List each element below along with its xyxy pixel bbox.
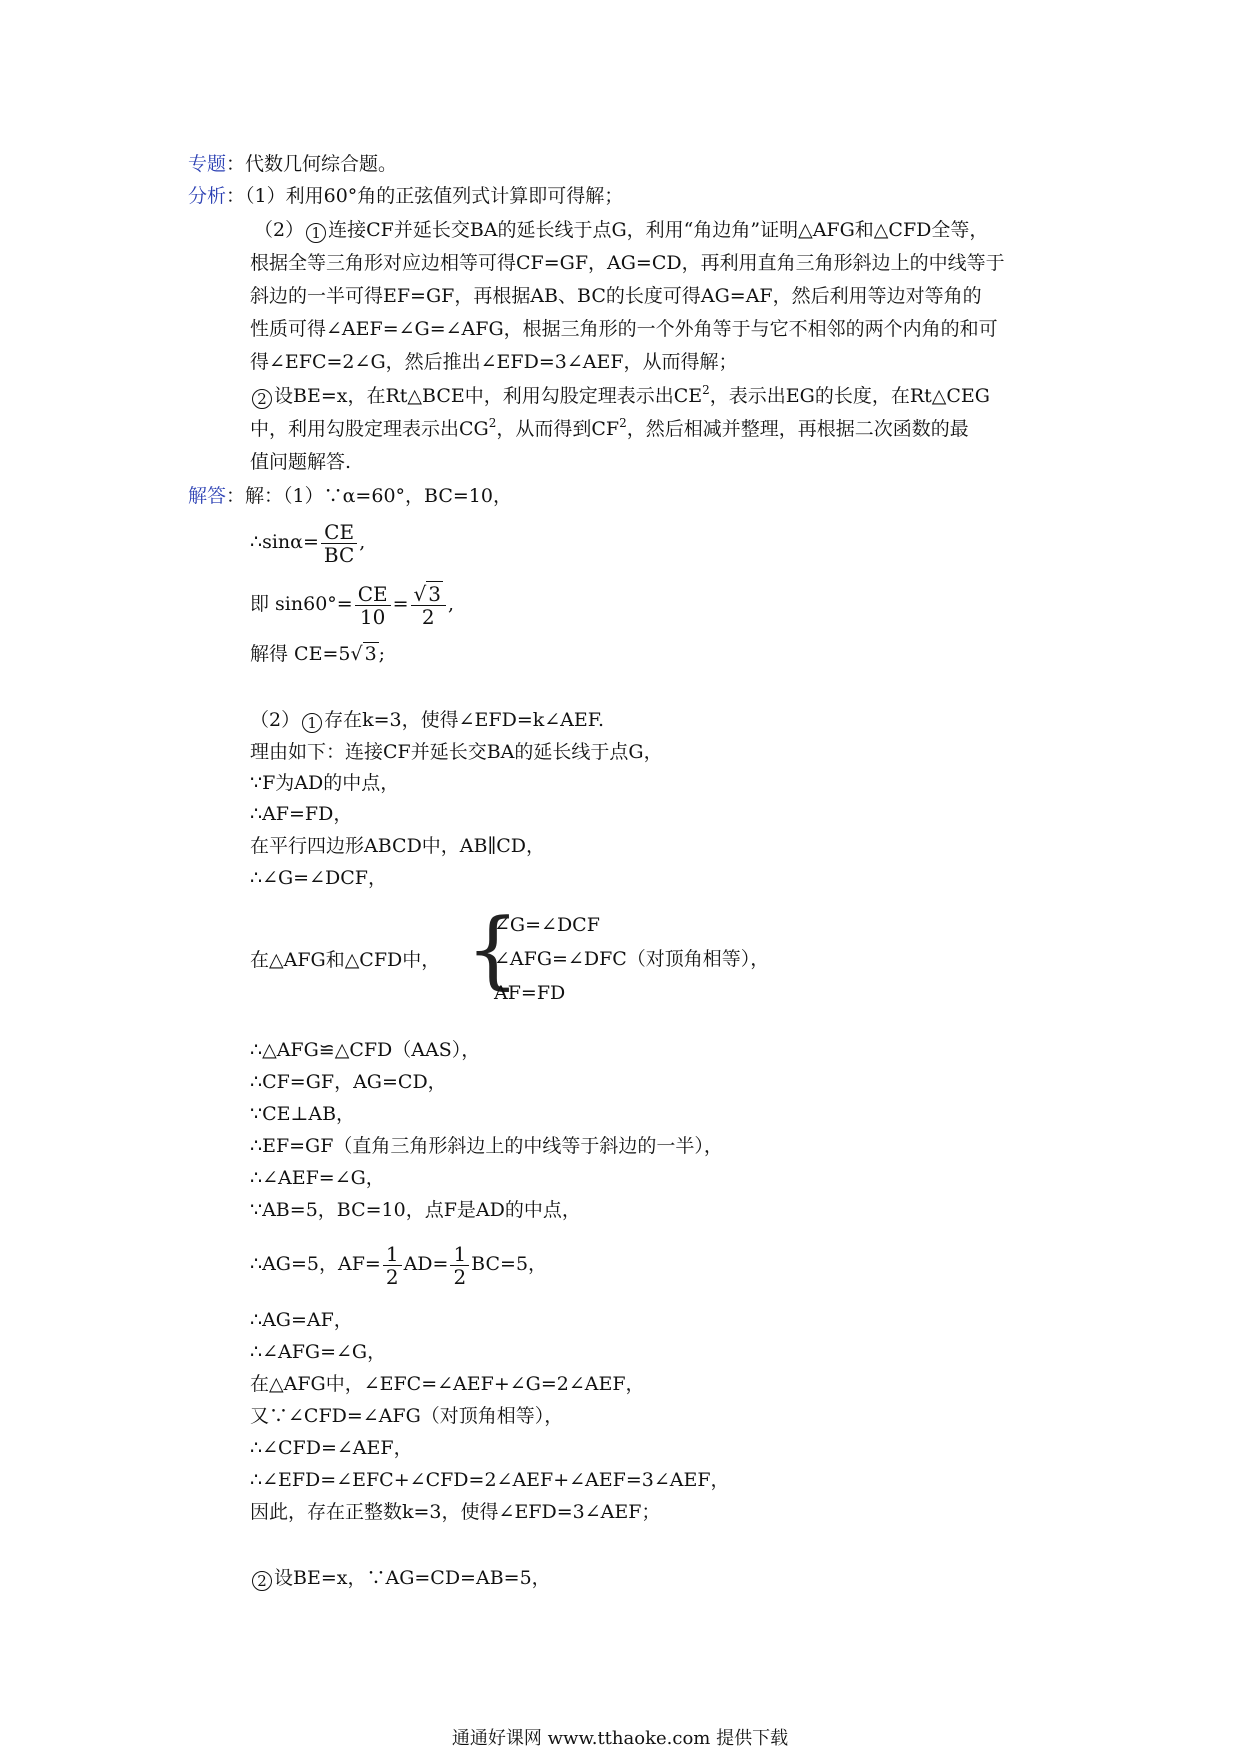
system-prefix: 在△AFG和△CFD中， bbox=[250, 949, 441, 971]
analysis-p3-text-2a: 中，利用勾股定理表示出CG bbox=[250, 418, 489, 440]
solution-p2-line-13: ∵AB=5，BC=10，点F是AD的中点， bbox=[250, 1199, 581, 1221]
analysis-p2-prefix: （2） bbox=[254, 219, 305, 241]
solution-p3-text-1: 设BE=x，∵AG=CD=AB=5， bbox=[274, 1567, 551, 1589]
sqrt-symbol: √ 3 bbox=[350, 643, 377, 665]
analysis-p2-line-2: 根据全等三角形对应边相等可得CF=GF，AG=CD，再利用直角三角形斜边上的中线等于 bbox=[250, 252, 1005, 274]
ce-suffix: ; bbox=[378, 643, 386, 665]
solution-p2-line-9: ∴CF=GF，AG=CD， bbox=[250, 1071, 447, 1093]
analysis-label: 分析 bbox=[188, 185, 227, 207]
solution-p2-line-5: 在平行四边形ABCD中，AB∥CD， bbox=[250, 835, 546, 857]
ad-text: AD= bbox=[403, 1253, 449, 1275]
fraction-numerator bbox=[411, 583, 446, 606]
fraction-denominator: 2 bbox=[421, 604, 435, 629]
left-brace: { bbox=[466, 900, 520, 998]
system-eq-3: AF=FD bbox=[494, 982, 566, 1004]
solution-p2-line-20: ∴∠EFD=∠EFC+∠CFD=2∠AEF+∠AEF=3∠AEF， bbox=[250, 1469, 730, 1491]
solution-p2-line-18: 又∵∠CFD=∠AFG（对顶角相等）， bbox=[250, 1405, 564, 1427]
fraction-sqrt3-2 bbox=[411, 583, 446, 628]
solution-ce-result bbox=[250, 642, 385, 666]
superscript: 2 bbox=[619, 416, 627, 430]
system-eq-1: ∠G=∠DCF bbox=[494, 914, 600, 936]
bc-text: BC=5， bbox=[471, 1253, 548, 1275]
sin60-prefix: 即 sin60°= bbox=[250, 593, 353, 615]
analysis-p2-line-3: 斜边的一半可得EF=GF，再根据AB、BC的长度可得AG=AF，然后利用等边对等角的 bbox=[250, 285, 982, 307]
page-footer: 通通好课网 www.tthaoke.com 提供下载 bbox=[451, 1728, 789, 1749]
solution-p2-line-11: ∴EF=GF（直角三角形斜边上的中线等于斜边的一半）， bbox=[250, 1135, 723, 1157]
solution-p2-text-1: 存在k=3，使得∠EFD=k∠AEF. bbox=[324, 709, 605, 731]
analysis-text-1: ：（1）利用60°角的正弦值列式计算即可得解； bbox=[226, 185, 624, 207]
solution-p2-line-17: 在△AFG中，∠EFC=∠AEF+∠G=2∠AEF， bbox=[250, 1373, 645, 1395]
superscript: 2 bbox=[702, 383, 710, 397]
af-prefix: ∴AG=5，AF= bbox=[250, 1253, 381, 1275]
analysis-p3-line-2 bbox=[250, 417, 969, 441]
solution-p2-prefix: （2） bbox=[250, 709, 301, 731]
fraction-denominator: BC bbox=[323, 542, 355, 567]
fraction-numerator: CE bbox=[321, 521, 357, 544]
fraction-numerator: 1 bbox=[450, 1243, 469, 1266]
circled-number-2: 2 bbox=[252, 1571, 272, 1591]
sin-prefix: ∴sinα= bbox=[250, 531, 319, 553]
solution-p2-line-2: 理由如下：连接CF并延长交BA的延长线于点G， bbox=[250, 741, 663, 763]
solution-p2-line-6: ∴∠G=∠DCF， bbox=[250, 867, 387, 889]
sin-suffix: , bbox=[359, 531, 366, 553]
ce-prefix: 解得 CE=5 bbox=[250, 643, 351, 665]
fraction-denominator: 2 bbox=[453, 1264, 467, 1289]
solution-text-1: ：解：（1）∵α=60°，BC=10， bbox=[226, 485, 512, 507]
sin60-suffix: , bbox=[448, 593, 455, 615]
analysis-p2-line-5: 得∠EFC=2∠G，然后推出∠EFD=3∠AEF，从而得解； bbox=[250, 351, 738, 373]
solution-sin-formula bbox=[250, 514, 365, 570]
analysis-p3-text-2b: ，从而得到CF bbox=[496, 418, 620, 440]
radicand: 3 bbox=[428, 581, 442, 606]
solution-p2-line-21: 因此，存在正整数k=3，使得∠EFD=3∠AEF； bbox=[250, 1501, 661, 1523]
system-eq-2: ∠AFG=∠DFC（对顶角相等）， bbox=[494, 948, 770, 970]
topic-label: 专题 bbox=[188, 153, 227, 175]
solution-p3-line-1 bbox=[250, 1566, 551, 1591]
solution-p2-line-8: ∴△AFG≌△CFD（AAS）， bbox=[250, 1039, 481, 1061]
solution-p2-line-10: ∵CE⊥AB， bbox=[250, 1103, 356, 1125]
solution-p2-line-4: ∴AF=FD， bbox=[250, 803, 353, 825]
circled-number-1: 1 bbox=[302, 713, 322, 733]
analysis-p2-text-1: 连接CF并延长交BA的延长线于点G，利用“角边角”证明△AFG和△CFD全等， bbox=[328, 219, 989, 241]
equals-sign: = bbox=[392, 593, 409, 615]
analysis-p3-line-3: 值问题解答. bbox=[250, 451, 352, 473]
circled-number-1: 1 bbox=[306, 223, 326, 243]
solution-p2-line-3: ∵F为AD的中点， bbox=[250, 772, 400, 794]
solution-p2-line-12: ∴∠AEF=∠G， bbox=[250, 1167, 385, 1189]
fraction-denominator: 10 bbox=[359, 604, 386, 629]
sqrt-symbol: √ 3 bbox=[413, 581, 442, 606]
analysis-p2-line-4: 性质可得∠AEF=∠G=∠AFG，根据三角形的一个外角等于与它不相邻的两个内角的和可 bbox=[250, 318, 998, 340]
fraction-one-half bbox=[450, 1243, 469, 1288]
solution-p2-line-15: ∴AG=AF， bbox=[250, 1309, 353, 1331]
circled-number-2: 2 bbox=[252, 389, 272, 409]
solution-line-1 bbox=[188, 484, 512, 508]
fraction-one-half bbox=[383, 1243, 402, 1288]
radicand: 3 bbox=[364, 643, 377, 665]
fraction-ce-bc bbox=[321, 521, 357, 566]
fraction-denominator: 2 bbox=[385, 1264, 399, 1289]
solution-p2-line-16: ∴∠AFG=∠G， bbox=[250, 1341, 387, 1363]
fraction-numerator: 1 bbox=[383, 1243, 402, 1266]
solution-p2-line-14 bbox=[250, 1236, 547, 1292]
analysis-p2-line-1 bbox=[254, 218, 988, 243]
solution-sin60-formula bbox=[250, 576, 454, 632]
analysis-p3-text-2c: ，然后相减并整理，再根据二次函数的最 bbox=[626, 418, 969, 440]
analysis-p3-line-1 bbox=[250, 384, 990, 409]
topic-line bbox=[188, 152, 397, 176]
analysis-p3-text-1a: 设BE=x，在Rt△BCE中，利用勾股定理表示出CE bbox=[274, 385, 703, 407]
analysis-line-1 bbox=[188, 184, 623, 208]
topic-text: ：代数几何综合题。 bbox=[226, 153, 398, 175]
solution-label: 解答 bbox=[188, 485, 227, 507]
fraction-numerator: CE bbox=[355, 583, 391, 606]
fraction-ce-10 bbox=[355, 583, 391, 628]
analysis-p3-text-1b: ，表示出EG的长度，在Rt△CEG bbox=[709, 385, 990, 407]
superscript: 2 bbox=[488, 416, 497, 430]
solution-p2-line-19: ∴∠CFD=∠AEF， bbox=[250, 1437, 413, 1459]
solution-p2-line-1 bbox=[250, 708, 604, 733]
